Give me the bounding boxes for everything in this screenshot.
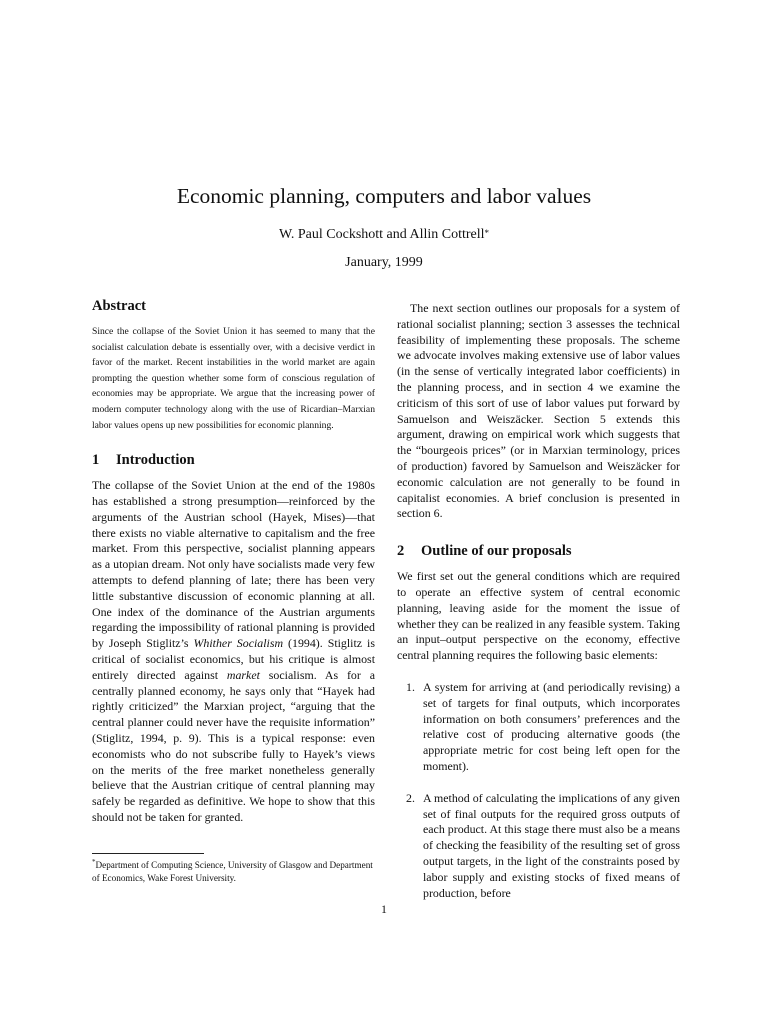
book-title-whither-socialism: Whither Socialism bbox=[193, 636, 284, 651]
list-item bbox=[397, 791, 680, 902]
emphasis-market: market bbox=[226, 667, 260, 682]
abstract-text: Since the collapse of the Soviet Union it has seemed to many that the socialist calculation debate is essentially over, with a decisive verdict in favor of the market. Recent instabilities in the world market are again prompting the question whether some form of conscious regulation of economies may be appropriate. We argue that the increasing power of modern computer technology along with the use of Ricardian–Marxian labor values opens up new possibilities for economic planning. bbox=[92, 326, 375, 431]
list-item-number: 1. bbox=[406, 679, 415, 694]
footnote bbox=[92, 856, 375, 886]
list-item-text: A method of calculating the implications of any given set of final outputs for the required gross outputs of each product. At this stage there must also be a means of checking the feasibility of the resulting set of gross output targets, in the light of the constraints posed by labor supply and existing stocks of fixed means of production, before bbox=[423, 790, 680, 900]
authors-line bbox=[0, 225, 768, 245]
section-2-number: 2 bbox=[397, 543, 405, 560]
planning-elements-list bbox=[397, 680, 680, 901]
section-1-title: Introduction bbox=[116, 452, 195, 469]
authors: W. Paul Cockshott and Allin Cottrell bbox=[278, 227, 485, 242]
intro-text-part-3: socialism. As for a centrally planned economy, he says only that “Hayek had rightly criticized” the Marxian project, “arguing that the central planner could never have the requisite information” (Stiglitz, 1994, p. 9). This is a typical response: even economists who do not subscribe fully to Hayek’s views on the merits of the free market nonetheless generally believe that the Austrian critique of central planning may safely be regarded as definitive. We hope to show that this should not be taken for granted. bbox=[92, 667, 375, 824]
section-overview-paragraph: The next section outlines our proposals for a system of rational socialist planning; section 3 assesses the technical feasibility of implementing these proposals. The scheme we advocate involves making extensive use of labor values (in the sense of vertically integrated labor coefficients) in the planning process, and in section 4 we examine the criticism of this sort of use of labor values put forward by Samuelson and Weiszäcker. Section 5 extends this argument, drawing on empirical work which suggests that the “bourgeois prices” (or in Marxian terminology, prices of production) favored by Samuelson and Weiszäcker for economic calculation are not generally to be found in capitalist economies. A brief conclusion is presented in section 6. bbox=[397, 301, 680, 521]
section-1-heading bbox=[92, 450, 375, 470]
abstract-heading: Abstract bbox=[92, 298, 146, 314]
intro-text-part-2: (1994). Stiglitz is critical of socialist economics, but his critique is almost entirely directed against bbox=[92, 636, 375, 682]
section-2-heading bbox=[397, 541, 680, 561]
list-item bbox=[397, 680, 680, 775]
intro-text-part-1: The collapse of the Soviet Union at the end of the 1980s has established a strong presumption—reinforced by the arguments of the Austrian school (Hayek, Mises)—that there exists no viable alternative to capitalism and the free market. From this perspective, socialist planning appears as a utopian dream. Not only have socialists made very few attempts to defend planning of late; there has been very little substantive discussion of economic planning at all. One index of the dominance of the Austrian arguments regarding the impossibility of rational planning is provided by Joseph Stiglitz’s bbox=[92, 478, 375, 651]
paper-title: Economic planning, computers and labor values bbox=[176, 184, 592, 208]
footnote-text: Department of Computing Science, University of Glasgow and Department of Economics, Wake Forest University. bbox=[92, 860, 373, 884]
footnote-mark: * bbox=[92, 858, 96, 866]
section-1-number: 1 bbox=[92, 452, 100, 469]
list-item-text: A system for arriving at (and periodically revising) a set of targets for final outputs, which incorporates information on both consumers’ preferences and the relative cost of producing alternative goods (the appropriate metric for cost being left open for the moment). bbox=[423, 679, 680, 773]
introduction-paragraph bbox=[92, 478, 375, 826]
section-2-title: Outline of our proposals bbox=[421, 543, 572, 560]
author-footnote-mark: * bbox=[484, 228, 490, 238]
page-number: 1 bbox=[381, 902, 387, 916]
right-column bbox=[397, 296, 680, 901]
section-2-paragraph: We first set out the general conditions which are required to operate an effective system of central economic planning, leaving aside for the moment the issue of whether they can be realized in any feasible system. Taking an input–output perspective on the economy, effective central planning requires the following basic elements: bbox=[397, 569, 680, 663]
footnote-rule bbox=[92, 853, 204, 854]
paper-date: January, 1999 bbox=[345, 255, 423, 270]
list-item-number: 2. bbox=[406, 790, 415, 805]
left-column bbox=[92, 296, 375, 826]
